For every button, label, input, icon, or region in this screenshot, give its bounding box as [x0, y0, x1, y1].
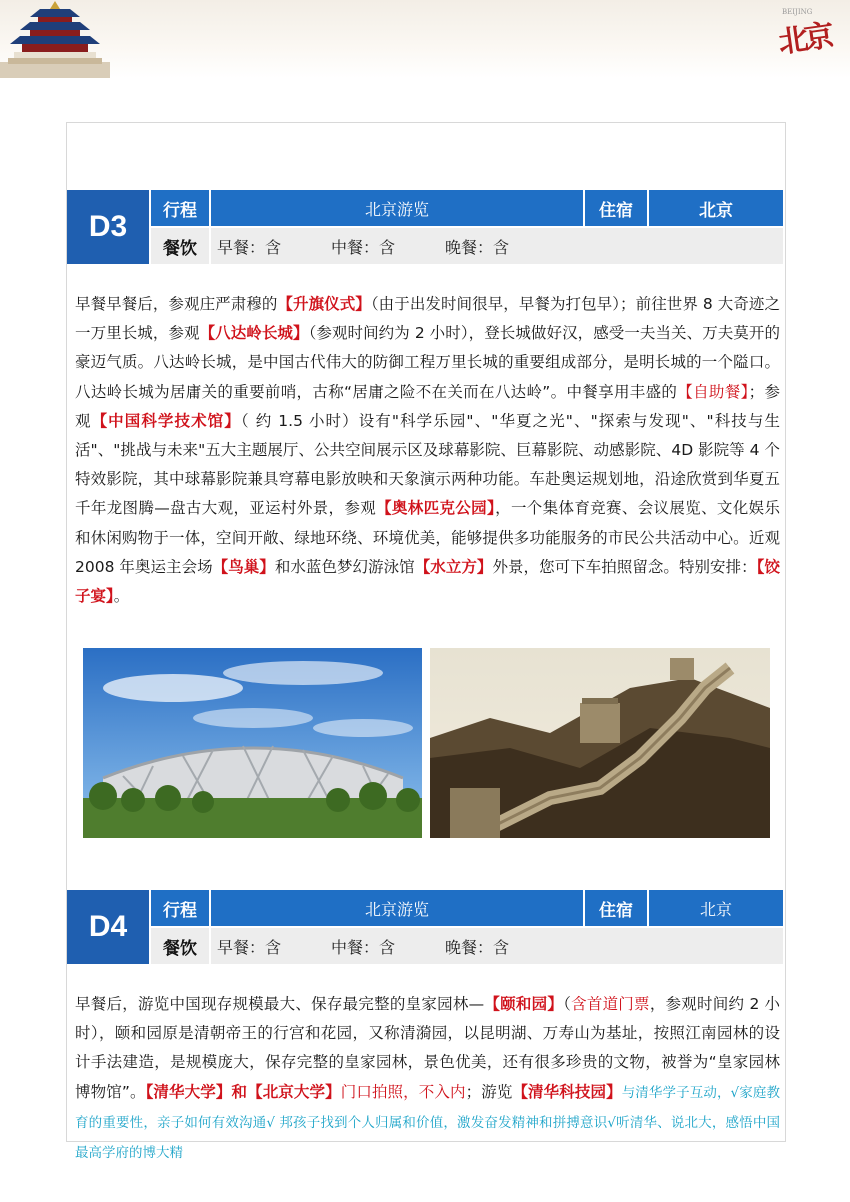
logo-text: 北京	[776, 18, 833, 61]
beijing-logo	[772, 8, 842, 68]
text-segment: ；游览	[465, 1082, 513, 1101]
stay-value: 北京	[649, 890, 783, 926]
text-segment: ；参观	[75, 382, 780, 430]
itinerary-row	[151, 890, 783, 926]
birds-nest-image	[83, 648, 422, 838]
stay-label: 住宿	[585, 190, 647, 226]
highlight-badaling: 【八达岭长城】	[199, 324, 309, 343]
meals-label: 餐饮	[151, 928, 209, 964]
cyan-note: 与清华学子互动，√家庭教育的重要性，亲子如何有效沟通√ 邦孩子找到个人归属和价值，激发奋发精神和拼搏意识√听清华、说北大，感悟中国最高学府的博大精	[75, 1084, 780, 1162]
meals-values	[217, 228, 559, 264]
dinner: 晚餐：含	[445, 237, 510, 257]
text-segment: 早餐后，游览中国现存规模最大、保存最完整的皇家园林—	[75, 995, 485, 1013]
meals-row	[151, 228, 783, 264]
day-badge: D4	[67, 890, 149, 964]
text-segment: （参观时间约为 2 小时），登长城做好汉，感受一夫当关、万夫莫开的豪迈气质。八达岭长城，是中国古代伟大的防御工程万里长城的重要组成部分，是明长城的一个隘口。八达岭长城为居庸关的重要前哨，古称“居庸之险不在关而在八达岭”。中餐享用丰盛的	[75, 324, 780, 401]
text-segment: 外景，您可下车拍照留念。特别安排：	[492, 557, 757, 576]
itinerary-label: 行程	[151, 890, 209, 926]
text-segment: ，一个集体育竞赛、会议展览、文化娱乐和休闲购物于一体，空间开敞、绿地环绕、环境优美，能够提供多功能服务的市民公共活动中心。近观 2008 年奥运主会场	[75, 499, 780, 576]
meals-row	[151, 928, 783, 964]
highlight-buffet: 【自助餐】	[677, 382, 749, 401]
dinner: 晚餐：含	[445, 937, 510, 957]
itinerary-value: 北京游览	[211, 190, 583, 226]
itinerary-value: 北京游览	[211, 890, 583, 926]
breakfast: 早餐：含	[217, 237, 282, 257]
highlight-science-museum: 【中国科学技术馆】	[91, 411, 241, 430]
great-wall-photo	[430, 648, 770, 838]
d4-description	[75, 990, 780, 1162]
highlight-summer-palace: 【颐和园】	[484, 995, 564, 1013]
day-header-d4	[67, 890, 783, 964]
text-segment: 和水蓝色梦幻游泳馆	[274, 557, 415, 576]
lunch: 中餐：含	[331, 937, 396, 957]
highlight-ticket-included: 含首道门票	[571, 995, 650, 1013]
text-segment: 早餐早餐后，参观庄严肃穆的	[75, 295, 278, 313]
itinerary-row	[151, 190, 783, 226]
highlight-water-cube: 【水立方】	[414, 557, 493, 576]
text-segment: （ 约 1.5 小时）设有"科学乐园"、"华夏之光"、"探索与发现"、"科技与生活"、"挑战与未来"五大主题展厅、公共空间展示区及球幕影院、巨幕影院、动感影院、4D 影院等 4 个特效影院，其中球幕影院兼具穹幕电影放映和天象演示两种功能。车赴奥运规划地，沿途欣赏到华夏五千年龙图腾—盘古大观，亚运村外景，参观	[75, 411, 780, 518]
stay-value: 北京	[649, 190, 783, 226]
meals-label: 餐饮	[151, 228, 209, 264]
d3-description	[75, 290, 780, 611]
highlight-universities: 【清华大学】和【北京大学】	[145, 1082, 341, 1101]
temple-of-heaven-icon	[0, 0, 110, 78]
meals-values	[217, 928, 559, 964]
highlight-dumpling-banquet: 【饺子宴】	[75, 557, 780, 606]
birds-nest-photo	[83, 648, 422, 838]
day-badge: D3	[67, 190, 149, 264]
stay-label: 住宿	[585, 890, 647, 926]
lunch: 中餐：含	[331, 237, 396, 257]
content-frame	[66, 122, 786, 1142]
text-segment: ，参观时间约 2 小时），颐和园原是清朝帝王的行宫和花园，又称清漪园，以昆明湖、万寿山为基址，按照江南园林的设计手法建造，是规模庞大，保存完整的皇家园林，景色优美，还有很多珍贵的文物，被誉为“皇家园林博物馆”。	[75, 995, 780, 1101]
breakfast: 早餐：含	[217, 937, 282, 957]
highlight-flag-ceremony: 【升旗仪式】	[277, 295, 371, 313]
highlight-birds-nest: 【鸟巢】	[212, 557, 275, 576]
text-segment: （由于出发时间很早，早餐为打包早）；前往世界 8 大奇迹之一万里长城，参观	[75, 295, 780, 343]
header-band	[0, 0, 850, 78]
highlight-olympic-park: 【奥林匹克公园】	[376, 499, 496, 518]
day-header-d3	[67, 190, 783, 264]
great-wall-image	[430, 648, 770, 838]
text-segment: （	[563, 995, 572, 1013]
highlight-tsinghua-science-park: 【清华科技园】	[512, 1082, 622, 1101]
highlight-photo-at-gate: 门口拍照，不入内	[340, 1082, 466, 1101]
text-segment: 。	[113, 587, 130, 606]
itinerary-label: 行程	[151, 190, 209, 226]
logo-small-text: BEIJING	[782, 8, 813, 16]
